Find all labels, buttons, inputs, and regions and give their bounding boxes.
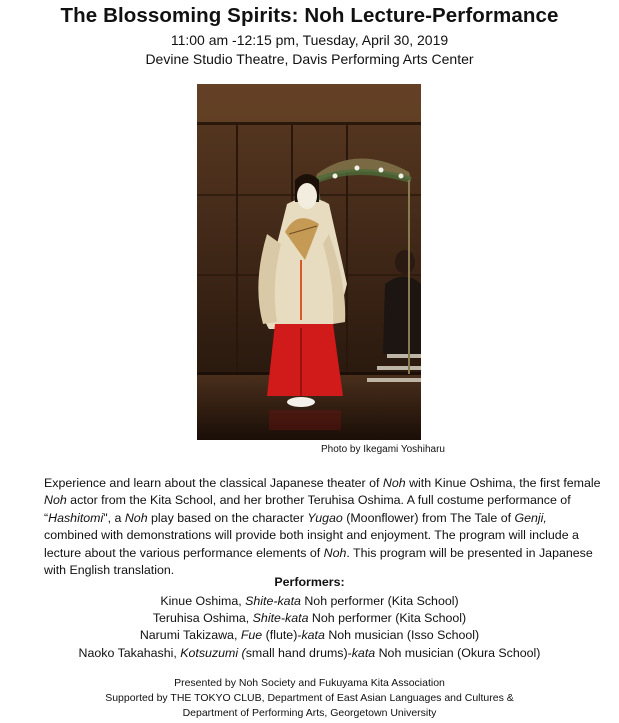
description-text: Experience and learn about the classical Japanese theater of <box>44 476 383 490</box>
event-datetime: 11:00 am -12:15 pm, Tuesday, April 30, 2019 <box>170 32 449 48</box>
performer-detail: Noh performer (Kita School) <box>308 611 467 625</box>
performer-role: Kotsuzumi ( <box>180 646 246 660</box>
performer-name: Kinue Oshima, <box>160 594 246 608</box>
description-italic: Genji, <box>514 510 547 525</box>
description-text: (Moonflower) from The Tale of <box>342 510 515 525</box>
description-italic: Noh <box>44 493 67 508</box>
description-text: . This program will be presented in Japanese with English translation. <box>44 545 593 578</box>
description-italic: Noh <box>382 476 406 490</box>
performer-line <box>0 646 619 660</box>
description-text: combined with demonstrations will provide both insight and enjoyment. The program will include a lecture about the various performance elements of <box>44 528 579 560</box>
performers-heading: Performers: <box>274 575 345 589</box>
supported-by: Supported by THE TOKYO CLUB, Department of East Asian Languages and Cultures & <box>105 692 514 704</box>
performer-role: Fue <box>240 628 263 642</box>
description-text: play based on the character <box>147 510 308 525</box>
supported-by-cont: Department of Performing Arts, Georgetown University <box>182 707 437 719</box>
presented-by: Presented by Noh Society and Fukuyama Kita Association <box>174 677 445 689</box>
performer-role: kata <box>351 646 376 660</box>
performer-detail: Noh musician (Okura School) <box>375 646 541 660</box>
event-venue: Devine Studio Theatre, Davis Performing Arts Center <box>145 51 474 67</box>
performer-role: Shite-kata <box>245 594 301 608</box>
description-italic: Yugao <box>307 510 343 525</box>
performer-role: kata <box>301 628 325 642</box>
performer-line <box>0 611 619 625</box>
performer-name: Naoko Takahashi, <box>78 646 181 660</box>
performer-line <box>0 594 619 608</box>
performer-name: Teruhisa Oshima, <box>152 611 253 625</box>
performer-role: Shite-kata <box>252 611 309 625</box>
description-italic: Hashitomi <box>48 510 104 525</box>
description-text: with Kinue Oshima, the first female <box>405 476 601 490</box>
page-title: The Blossoming Spirits: Noh Lecture-Performance <box>60 4 559 27</box>
performer-line <box>0 628 619 642</box>
description-italic: Noh <box>124 510 148 525</box>
photo-credit: Photo by Ikegami Yoshiharu <box>321 444 445 455</box>
performer-detail: Noh performer (Kita School) <box>300 594 459 608</box>
performer-detail: small hand drums)- <box>245 646 352 660</box>
performer-name: Narumi Takizawa, <box>139 628 241 642</box>
description-text: ", a <box>103 510 125 525</box>
performer-detail: Noh musician (Isso School) <box>324 628 480 642</box>
performer-detail: (flute)- <box>262 628 302 642</box>
event-description <box>44 475 604 579</box>
description-text: actor from the Kita School, and her brother Teruhisa Oshima. A full costume performance of “ <box>44 493 571 525</box>
noh-performer-photo <box>197 84 421 440</box>
description-italic: Noh <box>323 545 347 560</box>
